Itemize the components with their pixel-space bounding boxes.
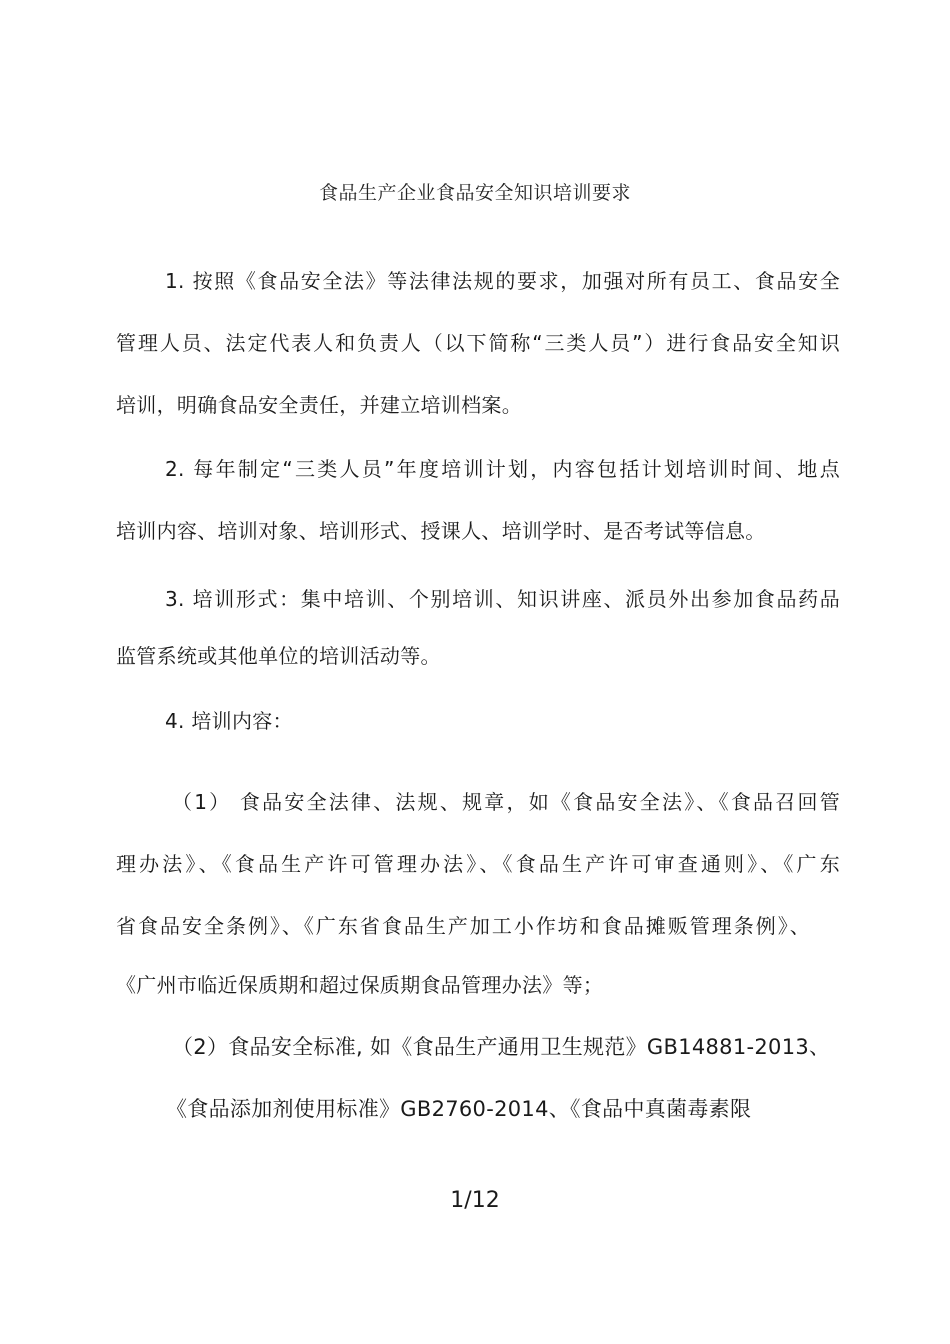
paragraph-4-heading: 4. 培训内容： xyxy=(165,709,293,733)
document-title: 食品生产企业食品安全知识培训要求 xyxy=(318,182,631,204)
paragraph-2-line-2: 培训内容、培训对象、培训形式、授课人、培训学时、是否考试等信息。 xyxy=(116,519,766,543)
page-number: 1/12 xyxy=(450,1188,500,1213)
item-2-line-2: 《食品添加剂使用标准》GB2760-2014、《食品中真菌毒素限 xyxy=(166,1097,752,1121)
item-1-line-2: 理办法》、《食品生产许可管理办法》、《食品生产许可审查通则》、《广东 xyxy=(116,852,840,876)
item-1-line-4: 《广州市临近保质期和超过保质期食品管理办法》等； xyxy=(116,973,604,997)
item-2-line-1: （2）食品安全标准, 如《食品生产通用卫生规范》GB14881-2013、 xyxy=(172,1035,831,1059)
paragraph-1-line-2: 管理人员、法定代表人和负责人（以下简称“三类人员”）进行食品安全知识 xyxy=(116,331,840,355)
item-1-line-1: （1） 食品安全法律、法规、规章，如《食品安全法》、《食品召回管 xyxy=(172,790,840,814)
item-1-line-3: 省食品安全条例》、《广东省食品生产加工小作坊和食品摊贩管理条例》、 xyxy=(116,914,810,938)
paragraph-3-line-1: 3. 培训形式：集中培训、个别培训、知识讲座、派员外出参加食品药品 xyxy=(165,587,840,611)
paragraph-3-line-2: 监管系统或其他单位的培训活动等。 xyxy=(116,644,441,668)
paragraph-1-line-1: 1. 按照《食品安全法》等法律法规的要求，加强对所有员工、食品安全 xyxy=(165,269,840,293)
paragraph-2-line-1: 2. 每年制定“三类人员”年度培训计划，内容包括计划培训时间、地点 xyxy=(165,457,840,481)
paragraph-1-line-3: 培训，明确食品安全责任，并建立培训档案。 xyxy=(116,393,522,417)
